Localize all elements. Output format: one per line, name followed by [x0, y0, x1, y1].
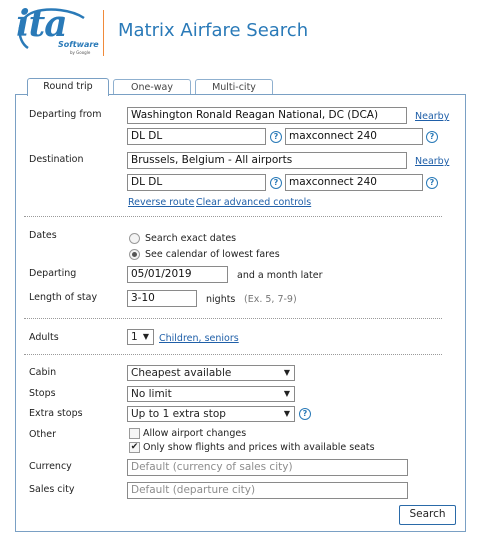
allow-airport-changes-checkbox[interactable]	[129, 428, 140, 439]
departing-extensions-help-icon[interactable]: ?	[426, 131, 438, 143]
departing-carrier-help-icon[interactable]: ?	[270, 131, 282, 143]
departing-extensions-input[interactable]: maxconnect 240	[285, 128, 423, 145]
cabin-select[interactable]	[127, 365, 295, 381]
destination-extensions-input[interactable]: maxconnect 240	[285, 174, 423, 191]
only-available-seats-checkbox[interactable]	[129, 442, 140, 453]
chevron-down-icon: ▼	[283, 409, 290, 418]
tab-multi-city[interactable]: Multi-city	[195, 79, 273, 95]
adults-label: Adults	[29, 332, 59, 343]
departing-date-suffix: and a month later	[237, 270, 323, 281]
calendar-fares-label: See calendar of lowest fares	[145, 249, 280, 260]
stops-label: Stops	[29, 388, 56, 399]
extra-stops-select[interactable]	[127, 406, 295, 422]
departing-carrier-input[interactable]: DL DL	[127, 128, 266, 145]
cabin-selected-value: Cheapest available	[131, 367, 232, 379]
currency-label: Currency	[29, 461, 72, 472]
section-divider	[24, 354, 442, 355]
sales-city-input[interactable]: Default (departure city)	[127, 482, 408, 499]
exact-dates-label: Search exact dates	[145, 233, 237, 244]
reverse-route-link[interactable]: Reverse route	[128, 197, 195, 208]
chevron-down-icon: ▼	[283, 389, 290, 398]
tab-one-way[interactable]: One-way	[113, 79, 191, 95]
departing-from-input[interactable]: Washington Ronald Reagan National, DC (DCA)	[127, 107, 407, 124]
header-divider	[103, 10, 104, 56]
destination-carrier-help-icon[interactable]: ?	[270, 177, 282, 189]
only-available-seats-label: Only show flights and prices with available seats	[143, 442, 375, 453]
other-label: Other	[29, 429, 56, 440]
children-seniors-link[interactable]: Children, seniors	[159, 333, 239, 344]
currency-input[interactable]: Default (currency of sales city)	[127, 459, 408, 476]
destination-carrier-input[interactable]: DL DL	[127, 174, 266, 191]
logo-google-text: by Google	[70, 50, 91, 55]
chevron-down-icon: ▼	[142, 332, 149, 341]
length-of-stay-label: Length of stay	[29, 292, 98, 303]
chevron-down-icon: ▼	[283, 368, 290, 377]
adults-select[interactable]	[127, 329, 154, 345]
nights-label: nights	[206, 294, 236, 305]
destination-nearby-link[interactable]: Nearby	[415, 156, 450, 167]
departing-nearby-link[interactable]: Nearby	[415, 111, 450, 122]
adults-selected-value: 1	[131, 331, 138, 343]
length-of-stay-hint: (Ex. 5, 7-9)	[244, 294, 297, 305]
page-title: Matrix Airfare Search	[118, 20, 309, 41]
extra-stops-selected-value: Up to 1 extra stop	[131, 408, 226, 420]
stops-selected-value: No limit	[131, 388, 172, 400]
destination-label: Destination	[29, 154, 84, 165]
tab-round-trip[interactable]: Round trip	[27, 78, 109, 96]
extra-stops-help-icon[interactable]: ?	[299, 408, 311, 420]
section-divider	[24, 216, 442, 217]
destination-input[interactable]: Brussels, Belgium - All airports	[127, 152, 407, 169]
dates-label: Dates	[29, 230, 57, 241]
cabin-label: Cabin	[29, 367, 57, 378]
departing-from-label: Departing from	[29, 109, 102, 120]
length-of-stay-input[interactable]: 3-10	[127, 290, 197, 307]
logo-text: ita	[16, 3, 67, 45]
logo-software-text: Software	[58, 40, 99, 49]
departing-date-label: Departing	[29, 268, 77, 279]
extra-stops-label: Extra stops	[29, 408, 83, 419]
radio-selected-dot	[132, 252, 137, 257]
search-button[interactable]: Search	[399, 505, 456, 525]
calendar-fares-radio[interactable]	[129, 249, 140, 260]
stops-select[interactable]	[127, 386, 295, 402]
exact-dates-radio[interactable]	[129, 233, 140, 244]
destination-extensions-help-icon[interactable]: ?	[426, 177, 438, 189]
section-divider	[24, 318, 442, 319]
checkmark-icon: ✔	[130, 442, 139, 452]
allow-airport-changes-label: Allow airport changes	[143, 428, 247, 439]
sales-city-label: Sales city	[29, 484, 75, 495]
departing-date-input[interactable]: 05/01/2019	[127, 266, 228, 283]
clear-advanced-controls-link[interactable]: Clear advanced controls	[196, 197, 312, 208]
